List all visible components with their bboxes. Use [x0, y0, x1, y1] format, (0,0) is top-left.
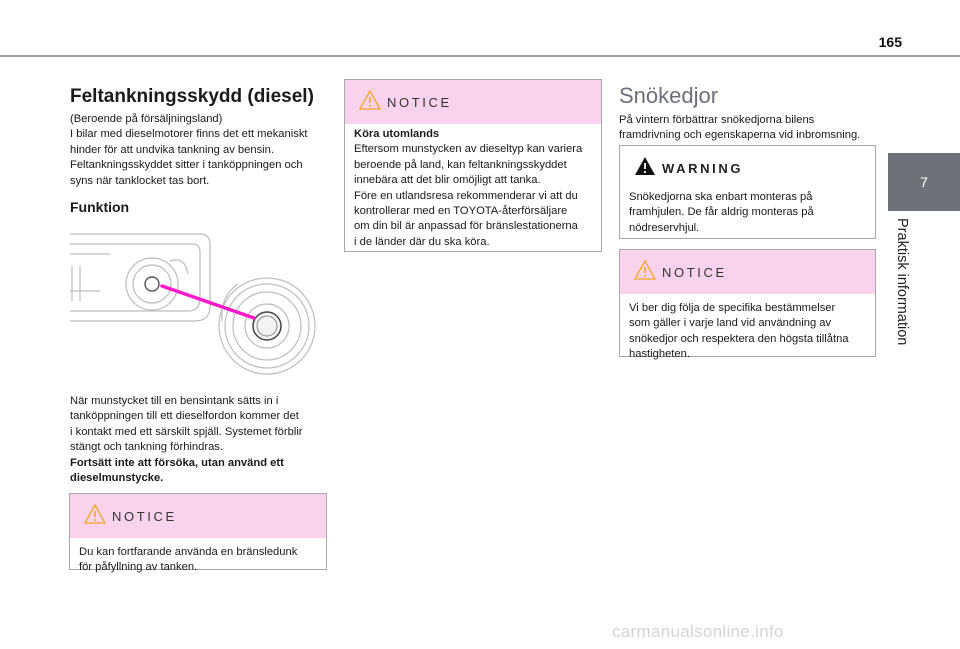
function-bold-line: dieselmunstycke. [70, 472, 164, 485]
subtitle-function: Funktion [70, 199, 130, 215]
notice-line: beroende på land, kan feltankningsskyddet [354, 158, 567, 171]
warning-line: Snökedjorna ska enbart monteras på [629, 191, 813, 203]
intro-line: Feltankningsskyddet sitter i tanköppningen och [70, 159, 303, 172]
notice-label: NOTICE [662, 265, 727, 280]
section-title-snow-chains: Snökedjor [619, 83, 719, 108]
notice-triangle-icon [84, 504, 106, 524]
header-rule [0, 55, 960, 57]
notice-box-snow-chains [619, 249, 876, 361]
warning-line: framhjulen. De får aldrig monteras på [629, 206, 814, 219]
notice-line: Du kan fortfarande använda en bränsledunk [79, 546, 298, 558]
notice-triangle-icon [634, 260, 656, 280]
notice-box-abroad [344, 79, 602, 252]
warning-header [620, 146, 875, 190]
chapter-label-container [892, 218, 912, 368]
notice-header [345, 80, 601, 124]
warning-triangle-icon [634, 156, 656, 176]
notice-line: Eftersom munstycken av dieseltyp kan variera [354, 143, 583, 156]
warning-box-snow-chains [619, 145, 876, 239]
notice-header [620, 250, 875, 294]
notice-line: för påfyllning av tanken. [79, 561, 198, 574]
notice-label: NOTICE [112, 509, 177, 524]
intro-line: På vintern förbättrar snökedjorna bilens [619, 114, 815, 126]
warning-label: WARNING [662, 161, 744, 176]
function-line: i kontakt med ett särskilt spjäll. Systemet förblir [70, 425, 303, 438]
function-heading [70, 199, 129, 215]
notice-triangle-icon [359, 90, 381, 110]
snow-chains-title-wrap [619, 83, 718, 109]
snow-chains-intro [619, 113, 889, 144]
notice-label: NOTICE [387, 95, 452, 110]
filler-valve-small [145, 277, 159, 291]
fuel-filler-illustration [70, 226, 325, 376]
misfuel-intro [70, 112, 340, 189]
chapter-number: 7 [920, 174, 928, 190]
function-line: tanköppningen till ett dieselfordon kommer det [70, 410, 299, 423]
notice-heading: Köra utomlands [354, 128, 440, 140]
function-text [70, 394, 340, 486]
function-line: stängt och tankning förhindras. [70, 441, 223, 454]
notice-line: Före en utlandsresa rekommenderar vi att du [354, 189, 578, 202]
notice-line: innebära att det blir omöjligt att tanka. [354, 174, 541, 187]
watermark: carmanualsonline.info [612, 622, 784, 641]
notice-body [620, 294, 875, 371]
chapter-tab[interactable] [888, 153, 960, 211]
notice-line: hastigheten. [629, 348, 690, 361]
notice-body [345, 124, 601, 258]
notice-line: snökedjor och respektera den högsta tillåtna [629, 332, 849, 345]
intro-line: hinder för att undvika tankning av bensin. [70, 143, 274, 156]
notice-line: som gäller i varje land vid användning av [629, 317, 832, 330]
intro-line: framdrivning och egenskaperna vid inbromsning. [619, 129, 861, 142]
left-column [70, 86, 330, 108]
warning-line: nödreservhjul. [629, 221, 700, 234]
highlight-pointer-line [162, 286, 254, 318]
notice-line: Vi ber dig följa de specifika bestämmelser [629, 302, 836, 314]
warning-body [620, 190, 875, 244]
notice-body [70, 538, 326, 584]
notice-line: om din bil är anpassad för bränslestationerna [354, 220, 578, 233]
intro-line: (Beroende på försäljningsland) [70, 113, 223, 125]
intro-line: I bilar med dieselmotorer finns det ett mekaniskt [70, 128, 308, 141]
function-bold-line: Fortsätt inte att försöka, utan använd ett [70, 456, 284, 469]
notice-box-fuel-can [69, 493, 327, 574]
chapter-label: Praktisk information [894, 218, 910, 346]
function-line: När munstycket till en bensintank sätts in i [70, 395, 279, 407]
notice-line: i de länder där du ska köra. [354, 235, 490, 248]
notice-line: kontrollerar med en TOYOTA-återförsäljare [354, 205, 568, 218]
intro-line: syns när tanklocket tas bort. [70, 174, 210, 187]
section-title-misfuel: Feltankningsskydd (diesel) [70, 86, 314, 107]
page-number: 165 [878, 34, 902, 50]
notice-header [70, 494, 326, 538]
